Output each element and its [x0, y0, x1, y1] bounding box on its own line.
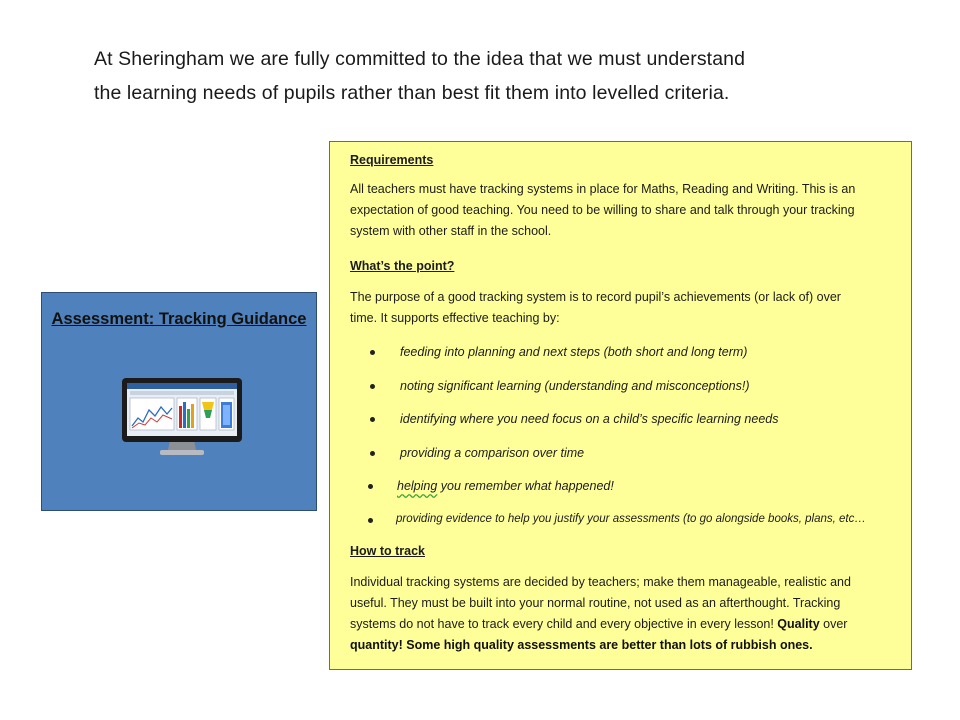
requirements-line: expectation of good teaching. You need to be willing to share and talk through your tracking — [350, 203, 855, 217]
point-line: The purpose of a good tracking system is to record pupil’s achievements (or lack of) over — [350, 290, 841, 304]
bullet-dot — [368, 484, 373, 489]
point-line: time. It supports effective teaching by: — [350, 311, 560, 325]
how-line-tail: over — [819, 617, 848, 631]
heading-whats-the-point: What’s the point? — [350, 259, 455, 273]
bullet-dot — [370, 451, 375, 456]
how-line — [350, 635, 902, 656]
bullet-text — [397, 479, 614, 493]
how-line-text: systems do not have to track every child and every objective in every lesson! — [350, 617, 778, 631]
bullet-text: noting significant learning (understanding and misconceptions!) — [400, 379, 750, 393]
how-line — [350, 614, 902, 635]
bullet-dot — [368, 518, 373, 523]
bullet-text: feeding into planning and next steps (both short and long term) — [400, 345, 748, 359]
heading-requirements: Requirements — [350, 153, 434, 167]
quantity-emphasis: quantity — [350, 638, 399, 652]
intro-line-1: At Sheringham we are fully committed to the idea that we must understand — [94, 48, 746, 70]
how-paragraph — [350, 572, 902, 656]
how-line: useful. They must be built into your normal routine, not used as an afterthought. Tracking — [350, 596, 841, 610]
card-title: Assessment: Tracking Guidance — [51, 310, 307, 328]
requirements-box — [329, 141, 912, 670]
bullet-dot — [370, 417, 375, 422]
requirements-line: system with other staff in the school. — [350, 224, 552, 238]
bullet-dot — [370, 350, 375, 355]
requirements-paragraph — [350, 179, 902, 242]
how-line: Individual tracking systems are decided by teachers; make them manageable, realistic and — [350, 575, 851, 589]
bullet-text: providing a comparison over time — [400, 446, 585, 460]
bullet-text-first-word: helping — [397, 479, 438, 493]
bullet-dot — [370, 384, 375, 389]
bullet-text-rest: you remember what happened! — [437, 479, 614, 493]
heading-how-to-track: How to track — [350, 544, 426, 558]
bullet-text: providing evidence to help you justify your assessments (to go alongside books, plans, etc… — [396, 513, 866, 525]
computer-monitor-with-charts-icon — [122, 378, 242, 458]
intro-text-box — [84, 36, 886, 110]
point-paragraph — [350, 287, 902, 329]
title-card — [41, 292, 317, 511]
intro-line-2: the learning needs of pupils rather than best fit them into levelled criteria. — [94, 82, 730, 104]
requirements-line: All teachers must have tracking systems in place for Maths, Reading and Writing. This is an — [350, 182, 856, 196]
quality-emphasis: Quality — [777, 617, 820, 631]
bullet-text: identifying where you need focus on a child’s specific learning needs — [400, 412, 779, 426]
summary-emphasis: ! Some high quality assessments are better than lots of rubbish ones. — [398, 638, 813, 652]
